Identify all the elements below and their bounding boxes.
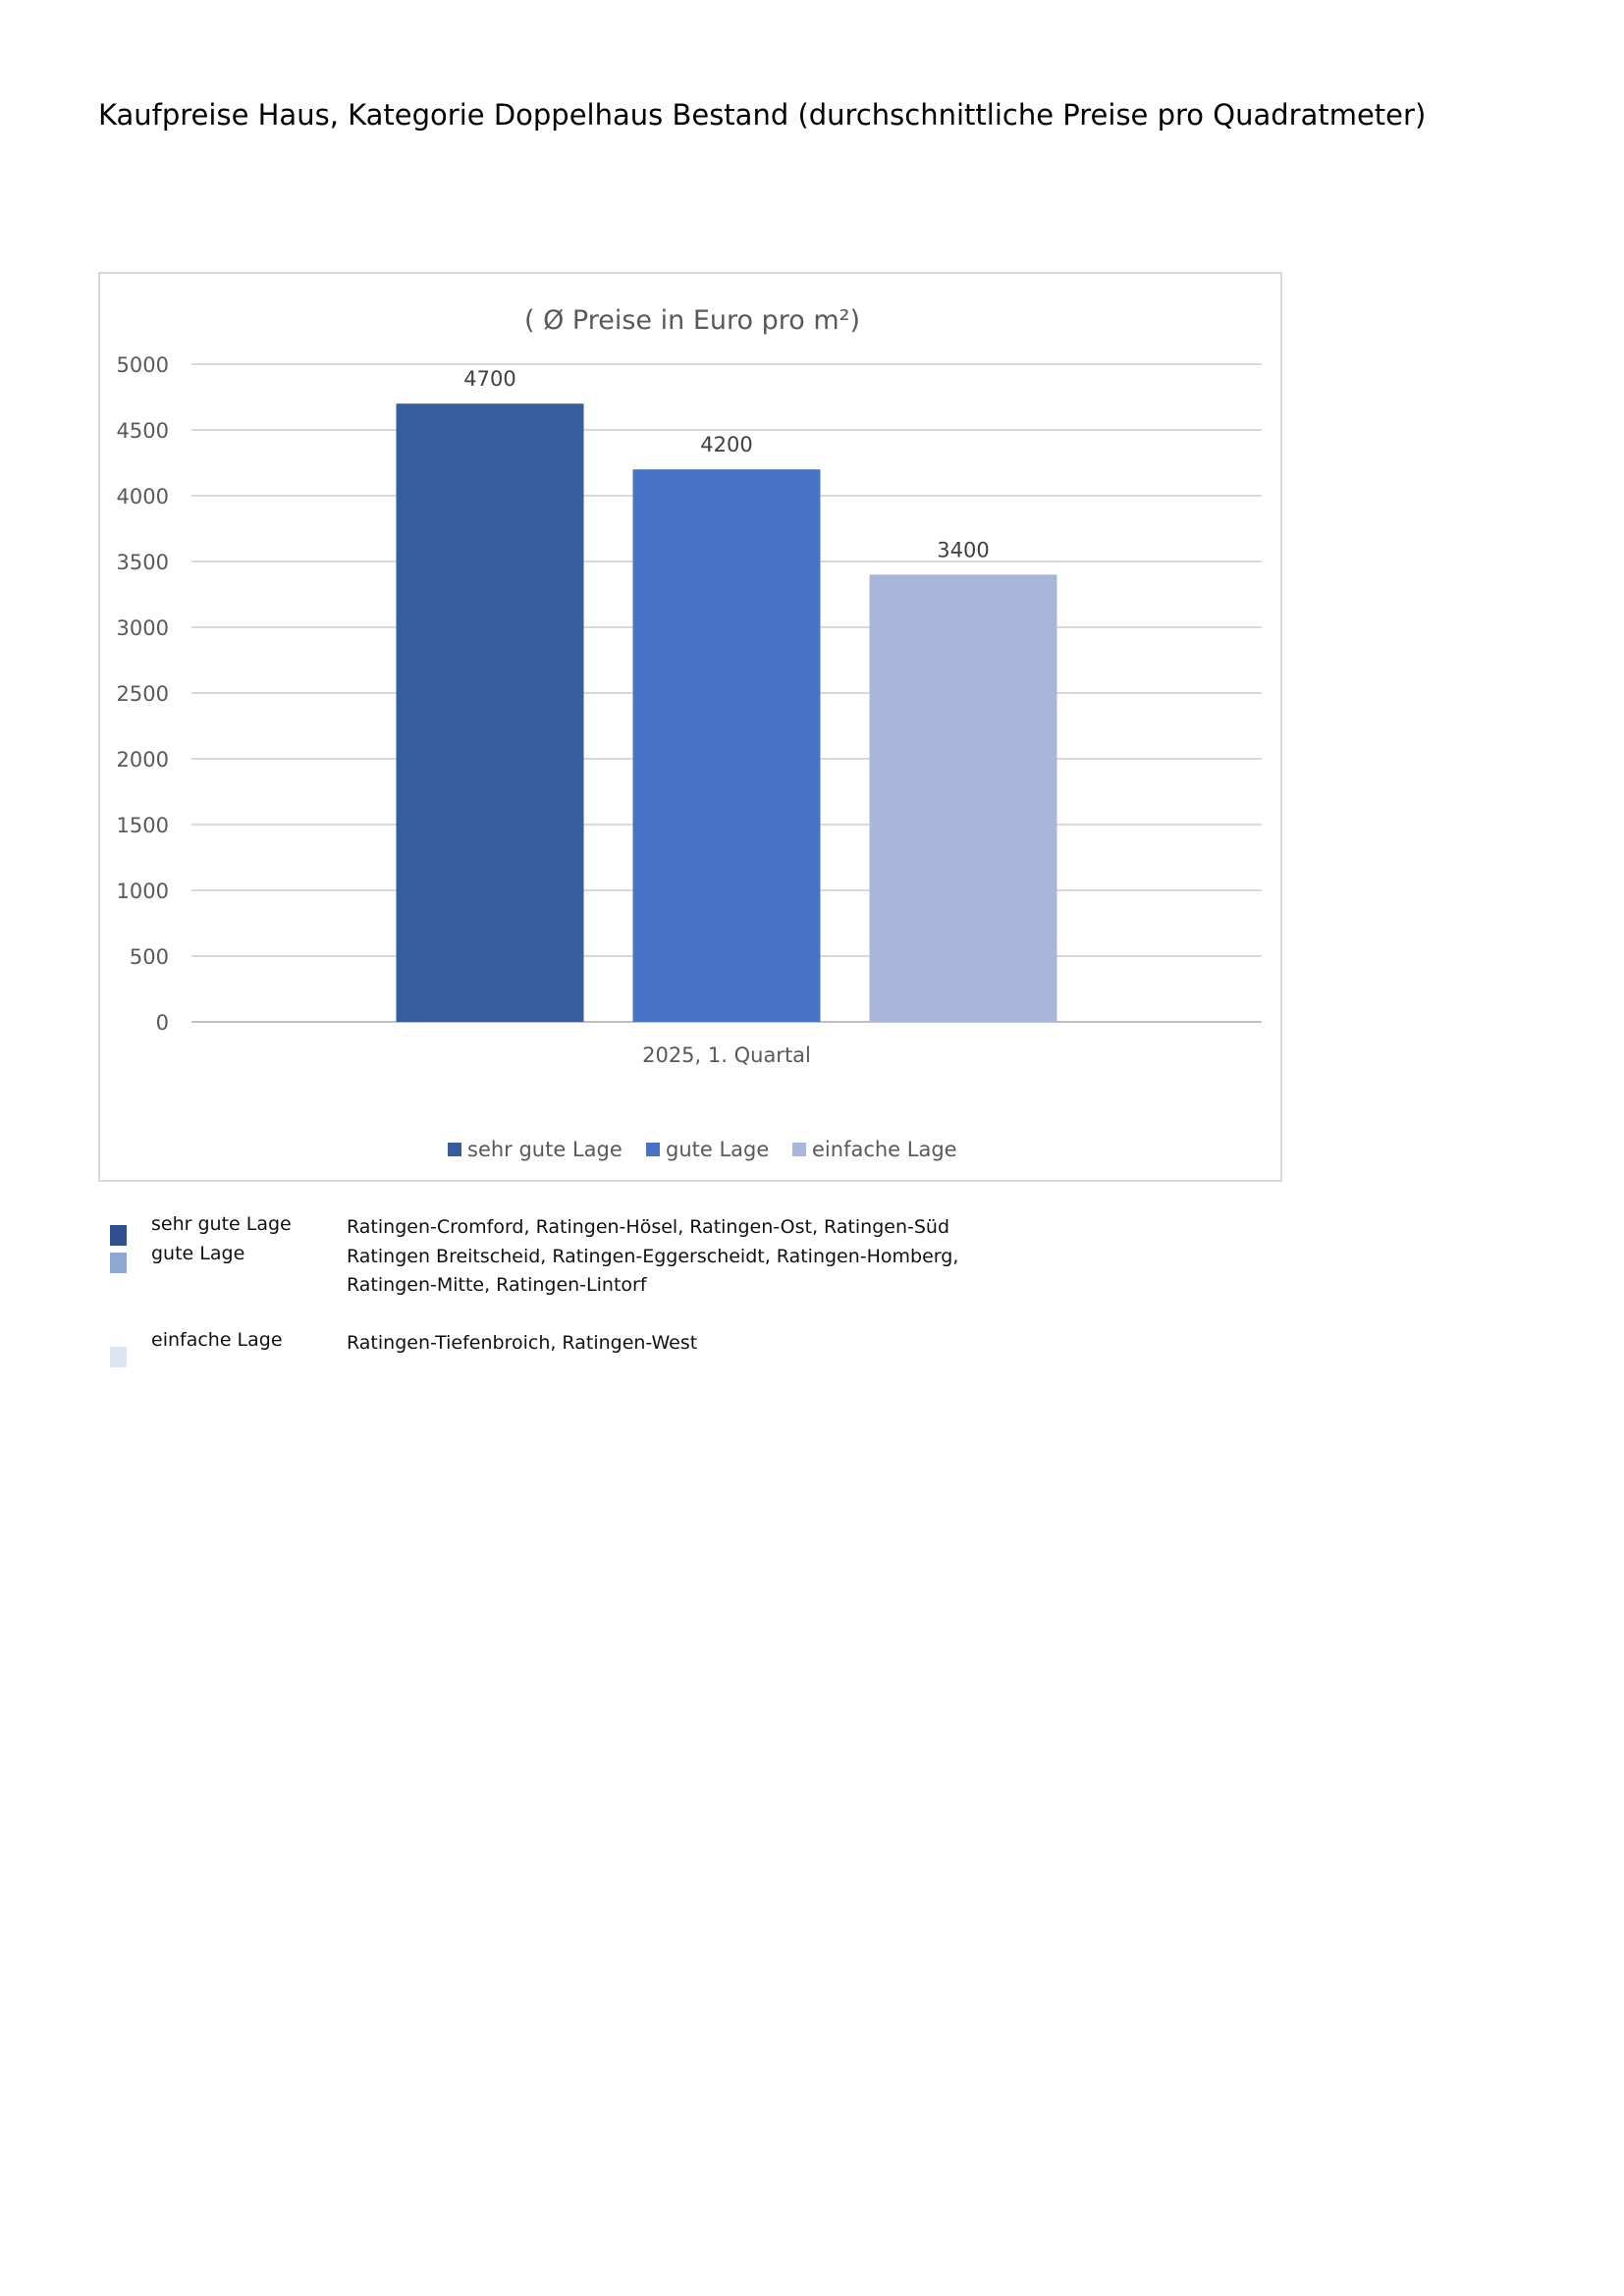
lage-places-line: Ratingen-Cromford, Ratingen-Hösel, Ratingen-Ost, Ratingen-Süd <box>347 1216 950 1238</box>
lage-places-line: Ratingen-Tiefenbroich, Ratingen-West <box>347 1332 698 1354</box>
lage-places <box>347 1243 975 1300</box>
legend-label: einfache Lage <box>812 1138 957 1161</box>
y-tick-label: 4500 <box>116 419 169 443</box>
legend-label: gute Lage <box>666 1138 770 1161</box>
y-tick-label: 1500 <box>116 814 169 837</box>
lage-places-line: Ratingen Breitscheid, Ratingen-Eggerscheidt, Ratingen-Homberg, <box>347 1246 959 1267</box>
lage-places-line: Ratingen-Mitte, Ratingen-Lintorf <box>347 1274 647 1296</box>
bar <box>633 469 821 1022</box>
legend-swatch <box>448 1143 461 1156</box>
page-title: Kaufpreise Haus, Kategorie Doppelhaus Bestand (durchschnittliche Preise pro Quadratmeter) <box>98 98 1427 132</box>
y-tick-label: 2000 <box>116 748 169 772</box>
lage-name: einfache Lage <box>151 1329 283 1351</box>
chart-title: ( Ø Preise in Euro pro m²) <box>523 305 861 336</box>
y-tick-label: 0 <box>155 1011 169 1035</box>
y-tick-label: 500 <box>129 945 169 969</box>
legend-swatch <box>792 1143 806 1156</box>
bar <box>870 574 1057 1022</box>
data-label: 4700 <box>463 367 516 392</box>
lage-places <box>347 1213 975 1242</box>
lage-swatch <box>110 1225 127 1246</box>
lage-swatch <box>110 1253 127 1273</box>
y-tick-label: 1000 <box>116 880 169 903</box>
y-tick-label: 4000 <box>116 485 169 508</box>
y-tick-label: 2500 <box>116 682 169 706</box>
x-tick-label: 2025, 1. Quartal <box>642 1043 811 1067</box>
y-tick-label: 3500 <box>116 551 169 574</box>
legend-label: sehr gute Lage <box>467 1138 623 1161</box>
lage-name: gute Lage <box>151 1243 245 1264</box>
lage-swatch <box>110 1347 127 1367</box>
legend-swatch <box>646 1143 660 1156</box>
lage-places <box>347 1329 975 1358</box>
bar-chart <box>100 274 1284 1184</box>
y-tick-label: 5000 <box>116 353 169 377</box>
lage-name: sehr gute Lage <box>151 1213 292 1235</box>
chart-frame <box>98 272 1282 1182</box>
y-tick-label: 3000 <box>116 616 169 640</box>
data-label: 3400 <box>937 538 990 562</box>
data-label: 4200 <box>700 433 753 457</box>
bar <box>397 403 584 1022</box>
